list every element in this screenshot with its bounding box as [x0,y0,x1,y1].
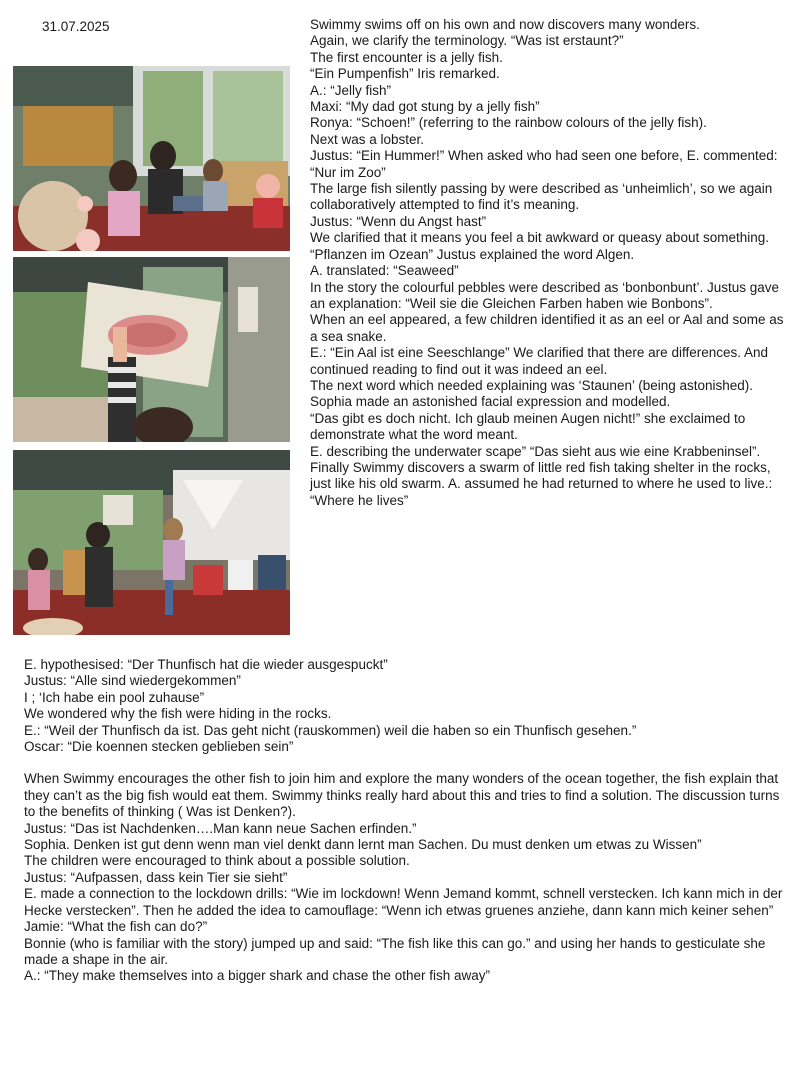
observation-notes-column [310,17,790,509]
photo-raised-hand-and-book [13,257,290,442]
note-line: “Pflanzen im Ozean” Justus explained the word Algen. [310,246,635,262]
note-line: The next word which needed explaining was ‘Staunen’ (being astonished). [310,377,754,393]
paragraph-gap [24,755,784,771]
note-line: Justus: “Ein Hummer!” When asked who had seen one before, E. commented: “Nur im Zoo” [310,148,778,180]
photo-children-sitting-on-floor [13,66,290,251]
note-line: E.: “Weil der Thunfisch da ist. Das geht nicht (rauskommen) weil die haben so ein Thunfisch gesehen.” [24,722,637,738]
note-line: E.: “Ein Aal ist eine Seeschlange” We clarified that there are differences. And continued reading to find out it was indeed an eel. [310,345,769,377]
note-line: A.: “Jelly fish” [310,82,392,98]
note-line: “Das gibt es doch nicht. Ich glaub meinen Augen nicht!” she exclaimed to demonstrate what the word meant. [310,410,746,443]
note-line: Oscar: “Die koennen stecken geblieben sein” [24,739,294,755]
note-line: When an eel appeared, a few children identified it as an eel or Aal and some as a sea snake. [310,312,784,344]
note-line: Again, we clarify the terminology. “Was ist erstaunt?” [310,33,624,49]
note-line: Finally Swimmy discovers a swarm of little red fish taking shelter in the rocks, just like his old swarm. A. assumed he had returned to where he used to live.: “Where he lives” [310,459,773,508]
note-line: A. translated: “Seaweed” [310,263,459,279]
note-line: The first encounter is a jelly fish. [310,49,503,65]
note-line: When Swimmy encourages the other fish to join him and explore the many wonders of the ocean together, the fish explain that they can’t as the big fish would eat them. Swimmy thinks really hard about this and tries to find a solution. The discussion turns to the benefits of thinking ( Was ist Denken?). [24,771,780,820]
note-line: Maxi: “My dad got stung by a jelly fish” [310,99,540,115]
observation-notes-bottom [24,657,784,985]
note-line: Justus: “Das ist Nachdenken….Man kann neue Sachen erfinden.” [24,820,417,836]
note-line: Justus: “Alle sind wiedergekommen” [24,673,241,689]
note-line: E. hypothesised: “Der Thunfisch hat die wieder ausgespuckt” [24,657,388,672]
note-line: Swimmy swims off on his own and now discovers many wonders. [310,17,700,32]
note-line: A.: “They make themselves into a bigger shark and chase the other fish away” [24,968,490,984]
note-line: Jamie: “What the fish can do?” [24,919,208,935]
note-line: We clarified that it means you feel a bit awkward or queasy about something. [310,230,769,246]
note-line: Next was a lobster. [310,131,425,147]
note-line: Sophia made an astonished facial expression and modelled. [310,394,671,410]
note-line: E. made a connection to the lockdown drills: “Wie im lockdown! Wenn Jemand kommt, schnell verstecken. Ich kann mich in der Hecke verstecken”. Then he added the idea to camouflage: “Wenn ich etwas gruenes anziehe, dann kann mich keiner sehen” [24,886,783,918]
note-line: Ronya: “Schoen!” (referring to the rainbow colours of the jelly fish). [310,115,707,131]
note-line: The large fish silently passing by were described as ‘unheimlich’, so we again collaboratively attempted to find it’s meaning. [310,181,773,213]
document-date: 31.07.2025 [42,19,110,34]
note-line: We wondered why the fish were hiding in the rocks. [24,706,332,722]
note-line: The children were encouraged to think about a possible solution. [24,853,410,869]
note-line: “Ein Pumpenfish” Iris remarked. [310,66,500,82]
note-line: E. describing the underwater scape” “Das sieht aus wie eine Krabbeninsel”. [310,443,761,459]
note-line: Justus: “Aufpassen, dass kein Tier sie sieht” [24,869,288,885]
note-line: In the story the colourful pebbles were described as ‘bonbonbunt’. Justus gave an explanation: “Weil sie die Gleichen Farben haben wie Bonbons”. [310,279,780,311]
note-line: I ; ‘Ich habe ein pool zuhause” [24,689,205,705]
note-line: Bonnie (who is familiar with the story) jumped up and said: “The fish like this can go.” and using her hands to gesticulate she made a shape in the air. [24,935,766,967]
photo-classroom-overview [13,450,290,635]
note-line: Justus: “Wenn du Angst hast” [310,213,487,229]
note-line: Sophia. Denken ist gut denn wenn man viel denkt dann lernt man Sachen. Du must denken um etwas zu Wissen” [24,837,702,853]
